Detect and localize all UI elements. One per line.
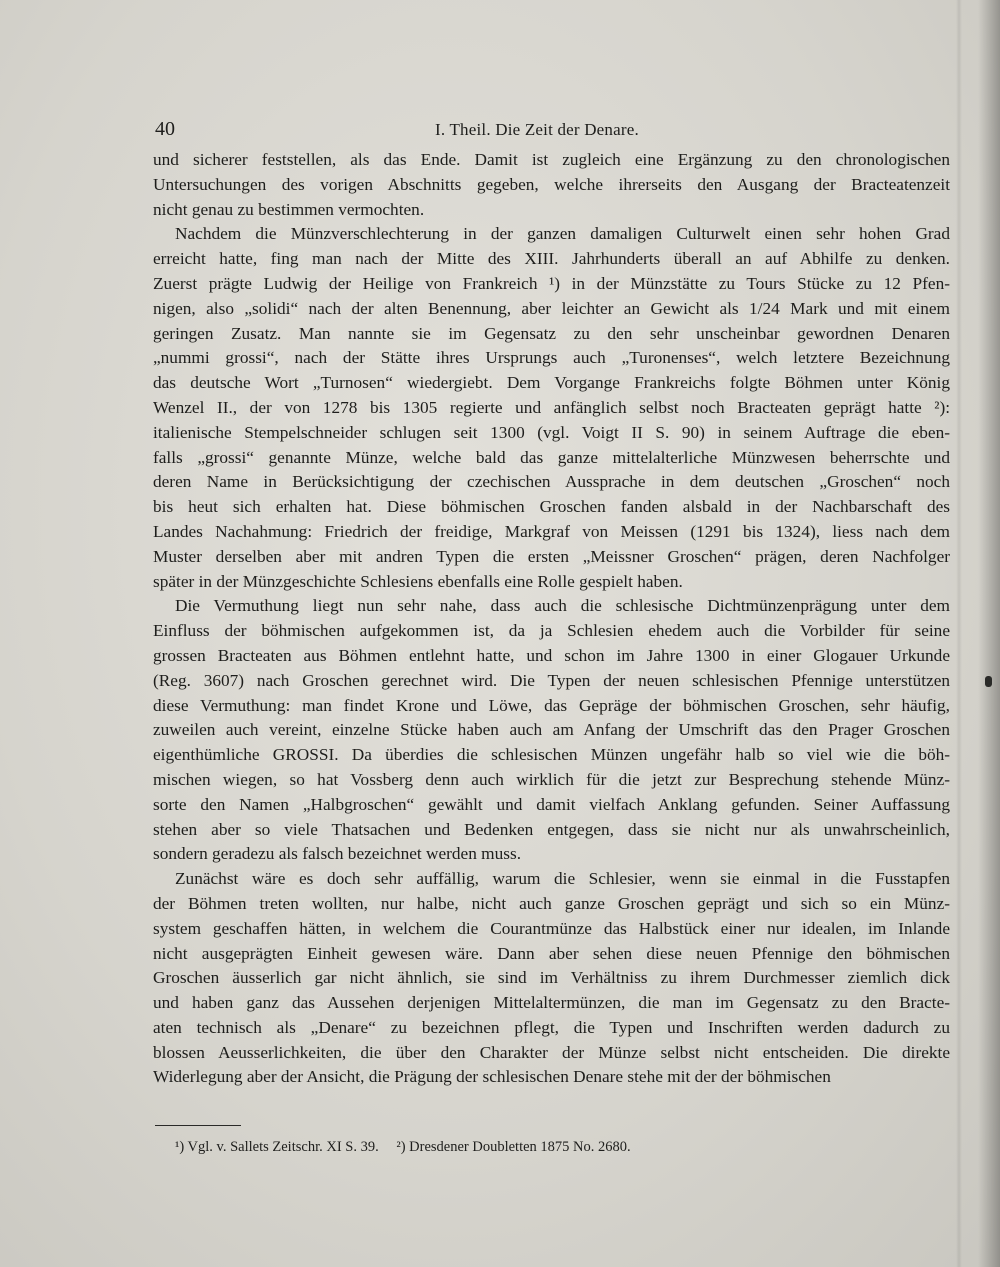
text-line: „nummi grossi“, nach der Stätte ihres Ursprungs auch „Turonenses“, welch letztere Bezeichnung bbox=[153, 348, 950, 368]
paragraph bbox=[153, 148, 950, 222]
text-line: und sicherer feststellen, als das Ende. Damit ist zugleich eine Ergänzung zu den chronologischen bbox=[153, 150, 950, 169]
text-line: blossen Aeusserlichkeiten, die über den Charakter der Münze selbst nicht entscheiden. Die direkte bbox=[153, 1042, 950, 1062]
text-line: Zunächst wäre es doch sehr auffällig, warum die Schlesier, wenn sie einmal in die Fusstapfen bbox=[175, 869, 950, 889]
text-line: nigen, also „solidi“ nach der alten Benennung, aber leichter an Gewicht als 1/24 Mark und mit einem bbox=[153, 298, 950, 318]
text-line: nicht genau zu bestimmen vermochten. bbox=[153, 199, 425, 219]
paragraph bbox=[153, 222, 950, 594]
text-line: erreicht hatte, fing man nach der Mitte des XIII. Jahrhunderts überall an auf Abhilfe zu denken. bbox=[153, 249, 950, 269]
text-line: Widerlegung aber der Ansicht, die Prägung der schlesischen Denare stehe mit der der böhmischen bbox=[153, 1067, 831, 1087]
text-line: später in der Münzgeschichte Schlesiens ebenfalls eine Rolle gespielt haben. bbox=[153, 571, 683, 591]
text-line: system geschaffen hätten, in welchem die Courantmünze das Halbstück einer nur idealen, im Inlande bbox=[153, 918, 950, 938]
text-line: bis heut sich erhalten hat. Diese böhmischen Groschen fanden alsbald in der Nachbarschaft des bbox=[153, 497, 950, 517]
text-line: Die Vermuthung liegt nun sehr nahe, dass auch die schlesische Dichtmünzenprägung unter dem bbox=[175, 596, 950, 616]
text-line: sorte den Namen „Halbgroschen“ gewählt und damit vielfach Anklang gefunden. Seiner Auffassung bbox=[153, 794, 950, 814]
text-line: mischen wiegen, so hat Vossberg denn auch wirklich für die jetzt zur Besprechung stehende Münz- bbox=[153, 769, 950, 789]
text-line: Landes Nachahmung: Friedrich der freidige, Markgraf von Meissen (1291 bis 1324), liess nach dem bbox=[153, 521, 950, 541]
paragraph bbox=[153, 867, 950, 1090]
text-line: grossen Bracteaten aus Böhmen entlehnt hatte, und schon im Jahre 1300 in einer Glogauer Urkunde bbox=[153, 645, 950, 665]
footnotes bbox=[175, 1139, 875, 1156]
footnote-2: ²) Dresdener Doubletten 1875 No. 2680. bbox=[396, 1139, 631, 1155]
text-line: Einfluss der böhmischen aufgekommen ist, da ja Schlesien ehedem auch die Vorbilder für seine bbox=[153, 621, 950, 641]
text-line: falls „grossi“ genannte Münze, welche bald das ganze mittelalterliche Münzwesen beherrschte und bbox=[153, 447, 950, 467]
text-line: aten technisch als „Denare“ zu bezeichnen pflegt, die Typen und Inschriften werden dadurch zu bbox=[153, 1017, 950, 1037]
ink-mark bbox=[985, 676, 992, 687]
paragraph bbox=[153, 594, 950, 867]
text-line: Groschen äusserlich gar nicht ähnlich, sie sind im Verhältniss zu ihrem Durchmesser ziemlich dick bbox=[153, 968, 950, 988]
page-number: 40 bbox=[155, 118, 175, 140]
page-header bbox=[155, 118, 950, 142]
page-fold-shadow bbox=[956, 0, 962, 1267]
footnote-rule bbox=[155, 1125, 241, 1126]
body-text bbox=[153, 148, 950, 1090]
text-line: zuweilen auch vereint, einzelne Stücke haben auch am Anfang der Umschrift das den Prager Groschen bbox=[153, 720, 950, 740]
text-line: eigenthümliche GROSSI. Da überdies die schlesischen Münzen ungefähr halb so viel wie die böh- bbox=[153, 745, 950, 765]
page-edge-shadow bbox=[978, 0, 1000, 1267]
text-line: das deutsche Wort „Turnosen“ wiedergiebt. Dem Vorgange Frankreichs folgte Böhmen unter König bbox=[153, 373, 950, 393]
text-line: stehen aber so viele Thatsachen und Bedenken entgegen, dass sie nicht nur als unwahrscheinlich, bbox=[153, 819, 950, 839]
text-line: sondern geradezu als falsch bezeichnet werden muss. bbox=[153, 844, 522, 864]
text-line: diese Vermuthung: man findet Krone und Löwe, das Gepräge der böhmischen Groschen, sehr häufig, bbox=[153, 695, 950, 715]
running-head: I. Theil. Die Zeit der Denare. bbox=[435, 120, 639, 139]
text-line: und haben ganz das Aussehen derjenigen Mittelaltermünzen, die man im Gegensatz zu den Bracte- bbox=[153, 993, 950, 1013]
text-line: italienische Stempelschneider schlugen seit 1300 (vgl. Voigt II S. 90) in seinem Auftrage die eben- bbox=[153, 422, 950, 442]
text-line: Nachdem die Münzverschlechterung in der ganzen damaligen Culturwelt einen sehr hohen Grad bbox=[175, 224, 950, 244]
text-line: Untersuchungen des vorigen Abschnitts gegeben, welche ihrerseits den Ausgang der Bracteatenzeit bbox=[153, 174, 950, 194]
footnote-1: ¹) Vgl. v. Sallets Zeitschr. XI S. 39. bbox=[175, 1139, 379, 1155]
text-line: nicht ausgeprägten Einheit gewesen wäre. Dann aber sehen diese neuen Pfennige den böhmischen bbox=[153, 943, 950, 963]
text-line: Wenzel II., der von 1278 bis 1305 regierte und anfänglich selbst noch Bracteaten geprägt hatte ²): bbox=[153, 397, 950, 417]
text-line: der Böhmen treten wollten, nur halbe, nicht auch ganze Groschen geprägt und sich so ein Münz- bbox=[153, 893, 950, 913]
text-line: (Reg. 3607) nach Groschen gerechnet wird. Die Typen der neuen schlesischen Pfennige unterstützen bbox=[153, 670, 950, 690]
text-line: geringen Zusatz. Man nannte sie im Gegensatz zu den sehr unscheinbar gewordnen Denaren bbox=[153, 323, 950, 343]
text-line: Zuerst prägte Ludwig der Heilige von Frankreich ¹) in der Münzstätte zu Tours Stücke zu 12 Pfen- bbox=[153, 273, 950, 293]
text-line: Muster derselben aber mit andren Typen die ersten „Meissner Groschen“ prägen, deren Nachfolger bbox=[153, 546, 950, 566]
text-line: deren Name in Berücksichtigung der czechischen Aussprache in dem deutschen „Groschen“ noch bbox=[153, 472, 950, 492]
